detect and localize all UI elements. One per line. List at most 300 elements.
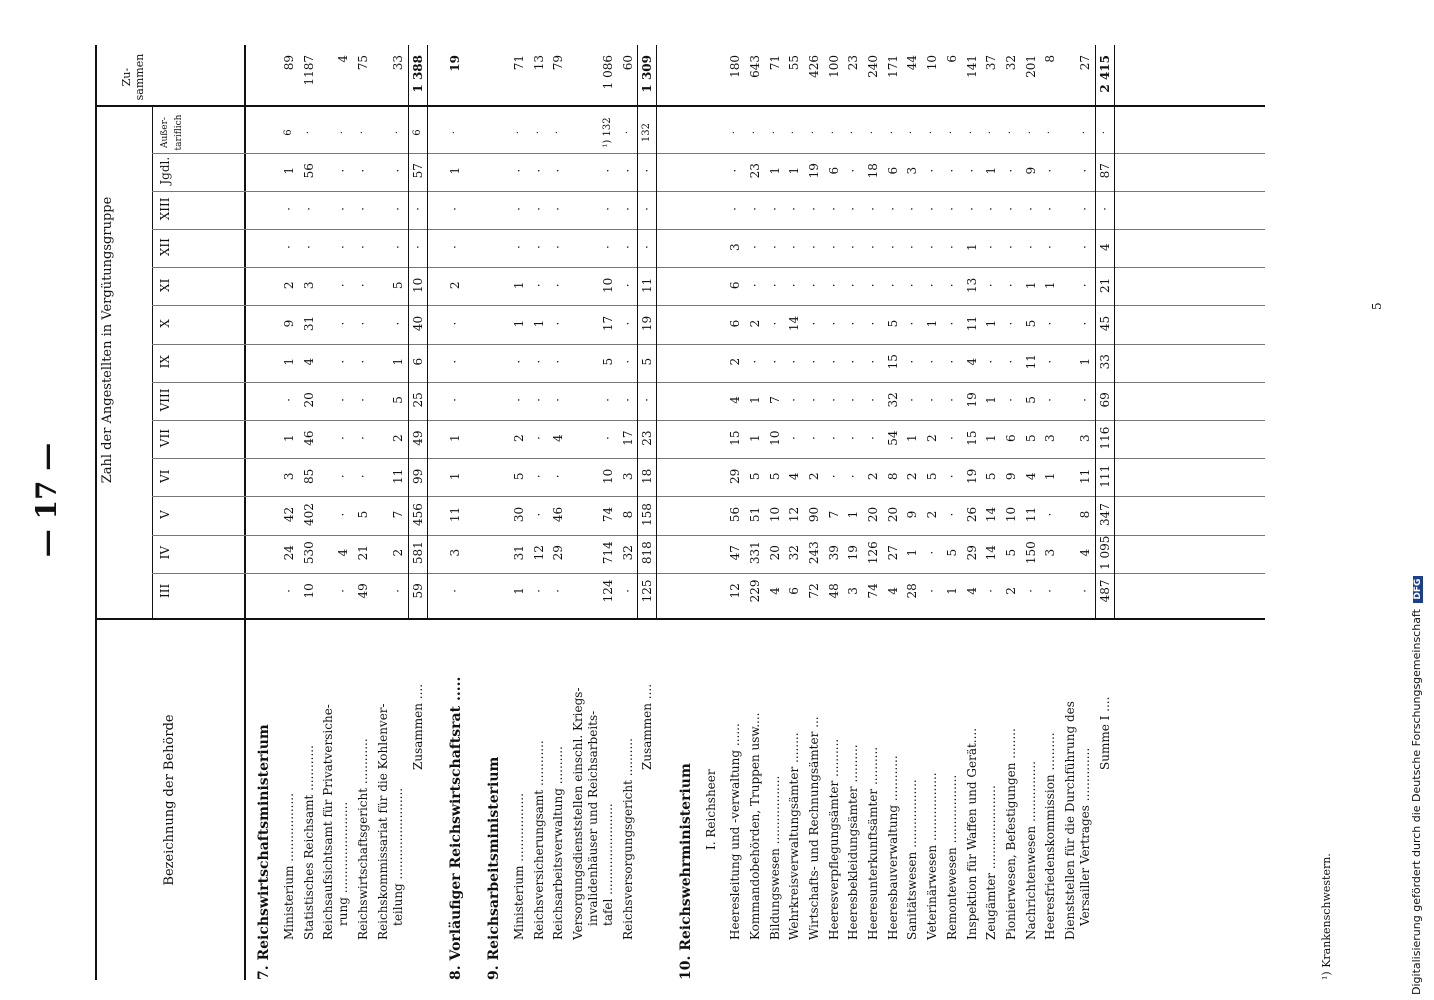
cell-3-16-5: ·	[1043, 398, 1058, 402]
cell-0-1-2: 402	[301, 503, 316, 526]
cell-2-5-9: ·	[601, 245, 615, 250]
row-total-0-0: 89	[282, 55, 296, 71]
cell-3-14-0: 2	[1003, 587, 1018, 595]
cell-0-4-2: 5	[356, 510, 371, 519]
cell-0-7-1: 581	[410, 541, 425, 565]
footnote: ¹) Krankenschwestern.	[1320, 853, 1333, 980]
cell-3-12-7: 11	[964, 315, 979, 332]
cell-3-5-9: ·	[826, 245, 841, 250]
cell-2-5-2: 74	[601, 506, 615, 523]
col-divider-4	[152, 458, 1265, 459]
cell-2-0-0: 1	[511, 587, 526, 595]
cell-3-2-2: 10	[767, 506, 782, 523]
cell-0-3-10: ·	[336, 207, 351, 211]
cell-3-13-0: ·	[984, 589, 999, 593]
cell-3-13-9: ·	[984, 245, 999, 250]
cell-3-18-11: ·	[1078, 168, 1092, 173]
cell-3-15-10: ·	[1023, 207, 1038, 211]
cell-3-15-8: 1	[1023, 281, 1038, 290]
cell-3-19-4: 116	[1097, 426, 1112, 450]
cell-3-14-10: ·	[1003, 207, 1018, 211]
cell-3-5-11: 6	[826, 166, 841, 175]
cell-3-1-6: ·	[747, 359, 762, 364]
cell-2-5-7: 17	[601, 315, 615, 332]
cell-3-7-8: ·	[866, 283, 880, 288]
cell-3-4-3: 2	[806, 472, 821, 481]
cell-0-0-8: 2	[282, 281, 296, 290]
cell-3-12-1: 29	[964, 545, 979, 561]
cell-3-16-8: 1	[1043, 281, 1058, 290]
rule-header-bottom	[244, 45, 246, 980]
cell-3-2-4: 10	[767, 430, 782, 446]
cell-0-1-4: 46	[301, 430, 316, 446]
cell-2-1-8: ·	[531, 283, 546, 288]
row-total-3-2: 71	[767, 55, 782, 71]
cell-3-8-0: 4	[885, 587, 900, 595]
cell-3-7-0: 74	[866, 583, 880, 599]
row-label-3-9: Sanitätswesen ..................	[905, 779, 920, 940]
cell-3-1-10: ·	[747, 207, 762, 211]
cell-3-15-4: 5	[1023, 434, 1038, 442]
cell-2-2-0: ·	[551, 589, 566, 593]
cell-3-14-9: ·	[1003, 245, 1018, 250]
cell-3-14-7: ·	[1003, 321, 1018, 326]
cell-1-0-2: 11	[448, 506, 463, 523]
cell-0-4-8: ·	[356, 283, 371, 288]
cell-3-16-1: 3	[1043, 548, 1058, 557]
row-total-3-15: 201	[1023, 55, 1038, 78]
cell-3-2-12: ·	[768, 130, 780, 135]
cell-2-5-1: 714	[601, 541, 615, 565]
cell-3-1-7: 2	[747, 319, 762, 328]
cell-0-7-8: 10	[410, 277, 425, 293]
cell-0-6-2: 7	[390, 510, 405, 519]
row-total-0-3: 4	[336, 55, 351, 63]
rule-label-col	[95, 618, 1265, 620]
cell-3-4-6: ·	[806, 359, 821, 364]
cell-3-8-1: 27	[885, 545, 900, 561]
cell-0-6-3: 11	[390, 468, 405, 484]
rule-sum-end-0-7	[427, 45, 428, 620]
cell-2-2-2: 46	[551, 506, 566, 523]
cell-3-5-6: ·	[826, 359, 841, 364]
cell-3-7-12: ·	[867, 130, 878, 135]
row-total-0-1: 1187	[301, 55, 316, 86]
cell-3-11-1: 5	[944, 548, 959, 557]
row-total-3-7: 240	[866, 55, 880, 78]
cell-0-7-12: 6	[411, 129, 423, 136]
cell-3-0-8: 6	[728, 281, 743, 290]
cell-3-18-8: ·	[1078, 283, 1092, 288]
cell-3-14-2: 10	[1003, 506, 1018, 523]
cell-2-5-11: ·	[601, 168, 615, 173]
row-total-3-13: 37	[984, 55, 999, 71]
cell-0-7-6: 6	[410, 357, 425, 366]
cell-3-19-7: 45	[1097, 315, 1112, 332]
cell-3-10-6: ·	[925, 359, 940, 364]
cell-0-3-8: ·	[336, 283, 351, 288]
cell-3-10-3: 5	[925, 472, 940, 481]
row-total-3-12: 141	[964, 55, 979, 78]
cell-2-6-10: ·	[620, 207, 635, 211]
cell-3-9-7: ·	[905, 321, 920, 326]
cell-0-3-5: ·	[336, 398, 351, 402]
cell-2-6-0: ·	[620, 589, 635, 593]
cell-0-4-4: ·	[356, 436, 371, 441]
cell-3-13-6: ·	[984, 359, 999, 364]
cell-3-16-11: ·	[1043, 168, 1058, 173]
cell-3-3-12: ·	[788, 130, 800, 135]
cell-3-4-7: ·	[806, 321, 821, 326]
cell-3-3-3: 4	[787, 472, 802, 481]
cell-3-6-4: ·	[846, 436, 861, 441]
row-label-2-5: tafel ........................	[601, 803, 615, 926]
cell-2-1-12: ·	[532, 130, 544, 135]
cell-0-1-10: ·	[301, 207, 316, 211]
group-header-6: IX	[158, 355, 172, 369]
cell-3-1-11: 23	[747, 163, 762, 179]
cell-3-9-0: 28	[905, 583, 920, 599]
cell-0-0-7: 9	[282, 319, 296, 328]
cell-3-19-12: ·	[1098, 130, 1110, 135]
cell-2-6-3: 3	[620, 472, 635, 481]
cell-3-0-1: 47	[728, 545, 743, 561]
row-total-3-19: 2 415	[1097, 55, 1112, 93]
cell-3-18-5: ·	[1078, 398, 1092, 402]
cell-3-10-2: 2	[925, 510, 940, 519]
cell-3-4-4: ·	[806, 436, 821, 441]
cell-2-0-5: ·	[511, 398, 526, 402]
row-total-3-4: 426	[806, 55, 821, 78]
cell-3-19-3: 111	[1097, 464, 1112, 488]
cell-3-14-8: ·	[1003, 283, 1018, 288]
cell-3-8-11: 6	[885, 166, 900, 175]
rule-total-col	[95, 105, 1265, 107]
cell-3-15-5: 5	[1023, 396, 1038, 404]
cell-3-6-7: ·	[846, 321, 861, 326]
cell-3-16-10: ·	[1043, 207, 1058, 211]
cell-3-19-11: 87	[1097, 163, 1112, 179]
cell-0-4-3: ·	[356, 474, 371, 479]
row-label-3-3: Wehrkreisverwaltungsämter ........	[787, 732, 802, 940]
row-label-3-16: Heeresfriedenskommission ..........	[1043, 732, 1058, 940]
cell-2-6-8: ·	[620, 283, 635, 288]
row-total-3-11: 6	[944, 55, 959, 63]
cell-2-1-4: ·	[531, 436, 546, 441]
cell-2-6-12: ·	[621, 130, 633, 135]
cell-1-0-6: ·	[448, 359, 463, 364]
cell-3-6-2: 1	[846, 510, 861, 519]
cell-3-3-6: ·	[787, 359, 802, 364]
cell-3-13-10: ·	[984, 207, 999, 211]
row-total-2-1: 13	[531, 55, 546, 71]
cell-2-0-7: 1	[511, 319, 526, 328]
row-total-3-8: 171	[885, 55, 900, 78]
group-header-1: IV	[158, 546, 172, 560]
cell-1-0-0: ·	[448, 589, 463, 593]
cell-0-3-3: ·	[336, 474, 351, 479]
cell-3-4-10: ·	[806, 207, 821, 211]
cell-3-8-3: 8	[885, 472, 900, 481]
row-label-0-3: rung ........................	[336, 801, 351, 926]
cell-3-5-4: ·	[826, 436, 841, 441]
cell-0-0-0: ·	[282, 589, 296, 593]
cell-3-4-12: ·	[807, 130, 819, 135]
cell-3-5-10: ·	[826, 207, 841, 211]
cell-3-2-1: 20	[767, 545, 782, 561]
cell-3-11-4: ·	[944, 436, 959, 441]
cell-0-1-7: 31	[301, 315, 316, 332]
cell-2-2-8: ·	[551, 283, 566, 288]
cell-3-18-0: ·	[1078, 589, 1092, 593]
cell-2-0-12: ·	[512, 130, 524, 135]
cell-3-11-7: ·	[944, 321, 959, 326]
cell-3-3-9: ·	[787, 245, 802, 250]
cell-3-8-8: ·	[885, 283, 900, 288]
cell-3-7-11: 18	[866, 163, 880, 179]
cell-0-4-11: ·	[356, 168, 371, 173]
cell-3-5-0: 48	[826, 583, 841, 599]
cell-3-8-9: ·	[885, 245, 900, 250]
group-header-4: VII	[158, 429, 172, 448]
cell-0-4-0: 49	[356, 583, 371, 599]
cell-3-14-11: ·	[1003, 168, 1018, 173]
cell-0-3-12: ·	[337, 130, 349, 135]
cell-3-7-3: 2	[866, 472, 880, 481]
row-label-3-8: Heeresbauverwaltung ............	[885, 755, 900, 940]
row-label-2-6: Reichsversorgungsgericht ..........	[620, 738, 635, 940]
row-label-3-18: Versailler Vertrages ..............	[1078, 747, 1092, 926]
row-label-3-5: Heeresverpflegungsämter ..........	[826, 738, 841, 940]
cell-3-2-3: 5	[767, 472, 782, 481]
cell-1-0-11: 1	[448, 166, 463, 175]
cell-2-0-6: ·	[511, 359, 526, 364]
cell-0-0-12: 6	[283, 129, 294, 136]
cell-3-13-5: 1	[984, 396, 999, 404]
cell-3-9-9: ·	[905, 245, 920, 250]
cell-1-0-9: ·	[448, 245, 463, 250]
row-total-2-2: 79	[551, 55, 566, 71]
row-total-1-0: 19	[448, 55, 463, 72]
cell-0-6-4: 2	[390, 434, 405, 442]
cell-3-13-1: 14	[984, 545, 999, 561]
cell-2-0-8: 1	[511, 281, 526, 290]
cell-3-11-5: ·	[944, 398, 959, 402]
cell-3-10-8: ·	[925, 283, 940, 288]
section-title-2: 9. Reichsarbeitsministerium	[485, 756, 502, 980]
cell-1-0-8: 2	[448, 281, 463, 290]
cell-0-4-5: ·	[356, 398, 371, 402]
cell-2-7-0: 125	[640, 579, 655, 603]
cell-3-13-11: 1	[984, 166, 999, 175]
group-header-11: Jgdl.	[158, 156, 172, 185]
page-number: — 17 —	[30, 442, 63, 558]
cell-3-16-9: ·	[1043, 245, 1058, 250]
cell-2-2-3: ·	[551, 474, 566, 479]
cell-3-9-3: 2	[905, 472, 920, 481]
cell-3-9-11: 3	[905, 166, 920, 175]
cell-3-2-11: 1	[767, 166, 782, 175]
cell-3-8-10: ·	[885, 207, 900, 211]
cell-3-7-9: ·	[866, 245, 880, 250]
row-total-3-9: 44	[905, 55, 920, 71]
cell-3-4-1: 243	[806, 541, 821, 565]
cell-3-3-4: ·	[787, 436, 802, 441]
cell-3-13-3: 5	[984, 472, 999, 481]
cell-3-8-6: 15	[885, 354, 900, 370]
cell-3-15-3: 4	[1023, 472, 1038, 481]
cell-2-5-3: 10	[601, 468, 615, 484]
row-total-3-3: 55	[787, 55, 802, 71]
cell-2-5-10: ·	[601, 207, 615, 211]
cell-2-7-9: ·	[640, 245, 655, 250]
cell-2-5-8: 10	[601, 277, 615, 293]
row-label-3-10: Veterinärwesen ..................	[925, 772, 940, 940]
cell-3-7-2: 20	[866, 506, 880, 523]
cell-3-9-12: ·	[906, 130, 918, 135]
cell-2-6-7: ·	[620, 321, 635, 326]
cell-3-2-6: ·	[767, 359, 782, 364]
group-header-8: XI	[158, 278, 172, 292]
cell-3-12-11: ·	[964, 168, 979, 173]
cell-2-6-9: ·	[620, 245, 635, 250]
row-label-0-1: Statistisches Reichsamt ............	[301, 745, 316, 940]
col-divider-5	[152, 420, 1265, 421]
cell-3-3-8: ·	[787, 283, 802, 288]
cell-3-12-8: 13	[964, 277, 979, 293]
cell-3-8-5: 32	[885, 392, 900, 408]
cell-3-0-4: 15	[728, 430, 743, 446]
cell-3-18-4: 3	[1078, 434, 1092, 442]
cell-3-14-5: ·	[1003, 398, 1018, 402]
cell-0-7-7: 40	[410, 315, 425, 332]
cell-3-4-9: ·	[806, 245, 821, 250]
cell-0-7-0: 59	[410, 583, 425, 599]
cell-3-12-2: 26	[964, 506, 979, 523]
cell-3-19-2: 347	[1097, 503, 1112, 526]
cell-3-11-10: ·	[944, 207, 959, 211]
cell-0-1-5: 20	[301, 392, 316, 408]
cell-3-16-7: ·	[1043, 321, 1058, 326]
row-label-3-0: Heeresleitung und -verwaltung ......	[728, 723, 743, 940]
row-label-3-19: Summe I ....	[1097, 696, 1112, 770]
cell-2-0-10: ·	[511, 207, 526, 211]
cell-0-1-6: 4	[301, 357, 316, 366]
cell-2-2-11: ·	[551, 168, 566, 173]
row-label-3-17: Dienststellen für die Durchführung des	[1063, 701, 1077, 940]
cell-0-6-12: ·	[391, 130, 403, 135]
cell-3-19-0: 487	[1097, 579, 1112, 603]
cell-3-14-3: 9	[1003, 472, 1018, 481]
cell-3-19-10: ·	[1097, 207, 1112, 211]
cell-3-11-8: ·	[944, 283, 959, 288]
cell-3-9-10: ·	[905, 207, 920, 211]
cell-3-3-1: 32	[787, 545, 802, 561]
group-header-12: Außer-tariflich	[160, 114, 184, 151]
cell-0-1-0: 10	[301, 583, 316, 599]
rule-sum-2-7	[637, 45, 638, 620]
cell-3-2-9: ·	[767, 245, 782, 250]
cell-3-1-12: ·	[748, 130, 760, 135]
cell-3-5-8: ·	[826, 283, 841, 288]
row-label-3-12: Inspektion für Waffen und Gerät....	[964, 727, 979, 940]
rule-sum-3-19	[1095, 45, 1096, 620]
cell-3-5-5: ·	[826, 398, 841, 402]
cell-2-7-1: 818	[640, 541, 655, 565]
cell-3-0-0: 12	[728, 583, 743, 599]
signature-number: 5	[1370, 302, 1384, 310]
cell-0-1-1: 530	[301, 541, 316, 565]
cell-3-14-6: ·	[1003, 359, 1018, 364]
cell-0-6-11: ·	[390, 168, 405, 173]
cell-3-15-7: 5	[1023, 319, 1038, 328]
cell-2-1-7: 1	[531, 319, 546, 328]
cell-0-1-8: 3	[301, 281, 316, 290]
row-label-2-7: Zusammen ....	[640, 683, 655, 770]
cell-3-15-12: ·	[1024, 130, 1036, 135]
cell-2-0-11: ·	[511, 168, 526, 173]
cell-3-5-12: ·	[827, 130, 839, 135]
cell-3-5-2: 7	[826, 510, 841, 519]
cell-3-7-4: ·	[866, 436, 880, 441]
cell-3-12-12: ·	[965, 130, 977, 135]
cell-3-0-6: 2	[728, 357, 743, 366]
cell-3-1-0: 229	[747, 579, 762, 603]
row-total-3-14: 32	[1003, 55, 1018, 71]
cell-3-16-4: 3	[1043, 434, 1058, 442]
column-label-behoerde: Bezeichnung der Behörde	[162, 714, 177, 886]
group-header-10: XIII	[158, 197, 172, 221]
cell-3-15-2: 11	[1023, 506, 1038, 523]
cell-3-1-4: 1	[747, 434, 762, 442]
cell-3-19-6: 33	[1097, 354, 1112, 370]
row-total-3-1: 643	[747, 55, 762, 78]
cell-2-1-11: ·	[531, 168, 546, 173]
cell-2-1-3: ·	[531, 474, 546, 479]
cell-0-3-11: ·	[336, 168, 351, 173]
cell-0-0-1: 24	[282, 545, 296, 561]
cell-3-3-7: 14	[787, 315, 802, 332]
side-credit-text: Digitalisierung gefördert durch die Deutsche Forschungsgemeinschaft	[1410, 609, 1423, 995]
cell-2-1-1: 12	[531, 545, 546, 561]
cell-0-6-8: 5	[390, 281, 405, 290]
cell-2-1-9: ·	[531, 245, 546, 250]
row-total-3-6: 23	[846, 55, 861, 71]
cell-2-6-2: 8	[620, 510, 635, 519]
cell-3-18-7: ·	[1078, 321, 1092, 326]
cell-0-0-5: ·	[282, 398, 296, 402]
cell-2-0-9: ·	[511, 245, 526, 250]
cell-2-5-0: 124	[601, 579, 615, 603]
cell-3-1-3: 5	[747, 472, 762, 481]
cell-0-7-10: ·	[410, 207, 425, 211]
cell-3-6-1: 19	[846, 545, 861, 561]
row-label-2-1: Reichsversicherungsamt ............	[531, 740, 546, 940]
cell-0-3-2: ·	[336, 512, 351, 517]
cell-3-7-7: ·	[866, 321, 880, 326]
cell-3-6-8: ·	[846, 283, 861, 288]
cell-3-6-9: ·	[846, 245, 861, 250]
cell-2-6-6: ·	[620, 359, 635, 364]
cell-3-2-10: ·	[767, 207, 782, 211]
cell-3-0-9: 3	[728, 243, 743, 251]
row-label-0-2: Reichsaufsichtsamt für Privatversiche-	[321, 704, 336, 940]
cell-3-18-2: 8	[1078, 510, 1092, 519]
cell-3-6-0: 3	[846, 587, 861, 595]
cell-3-1-5: 1	[747, 396, 762, 404]
cell-3-9-6: ·	[905, 359, 920, 364]
cell-3-12-9: 1	[964, 243, 979, 251]
